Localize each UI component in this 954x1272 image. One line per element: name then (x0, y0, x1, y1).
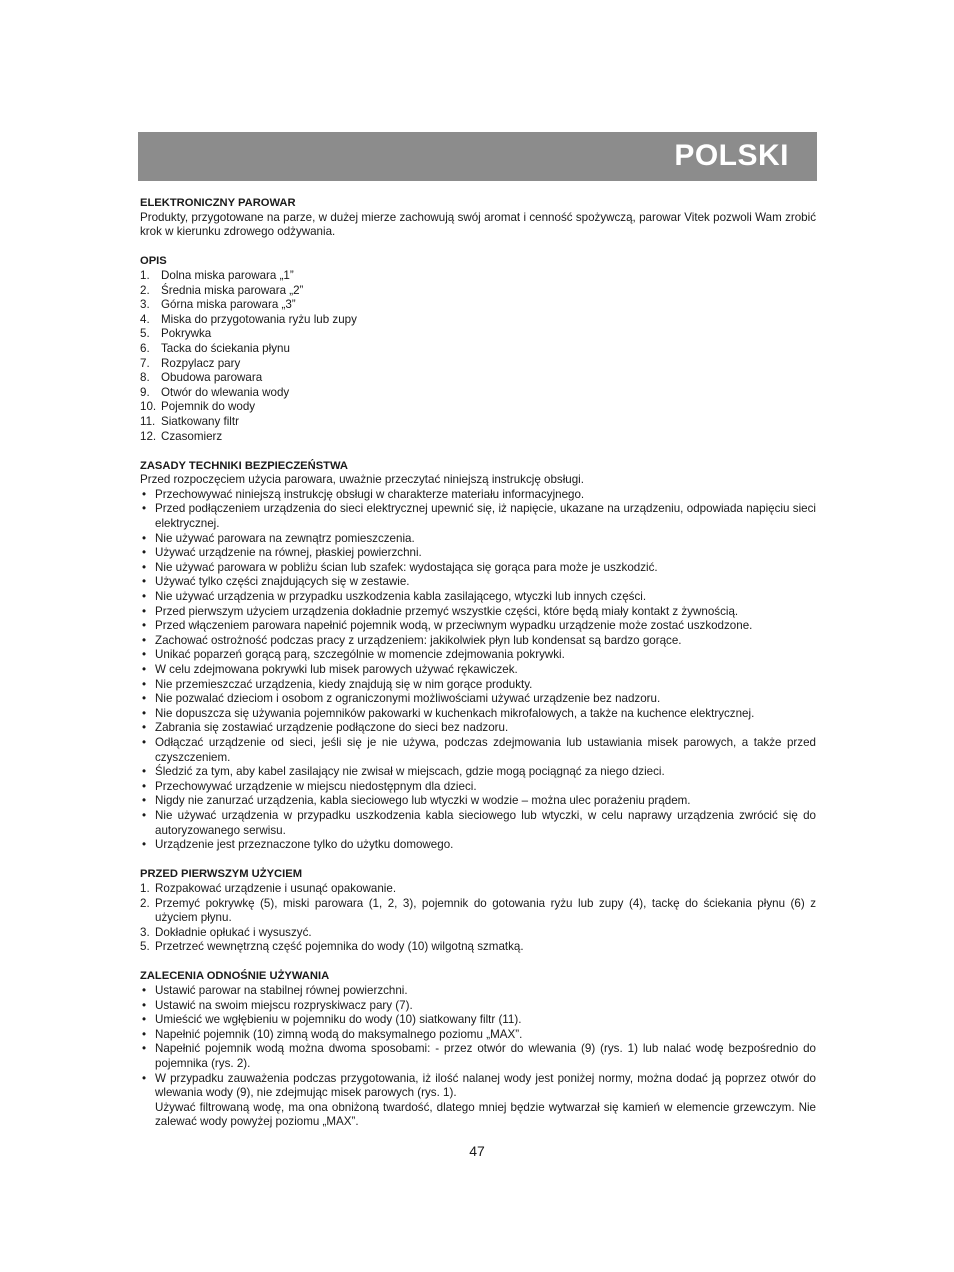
bullet-icon: • (142, 619, 147, 633)
item-text: Unikać poparzeń gorącą parą, szczególnie w momencie zdejmowania pokrywki. (155, 648, 565, 662)
bullet-icon: • (142, 590, 147, 604)
list-item (140, 619, 816, 634)
item-text: Obudowa parowara (161, 371, 263, 385)
bullet-icon: • (142, 779, 147, 793)
list-item (140, 430, 816, 445)
item-text: Napełnić pojemnik (10) zimną wodą do maksymalnego poziomu „MAX”. (155, 1027, 523, 1041)
list-item (140, 1042, 816, 1071)
item-text: Średnia miska parowara „2” (161, 283, 304, 297)
item-text: Odłączać urządzenie od sieci, jeśli się je nie używa, podczas zdejmowania lub ustawiania misek parowych, a także przed czyszczeniem. (155, 735, 816, 764)
first-use-heading: PRZED PIERWSZYM UŻYCIEM (140, 868, 303, 881)
list-item (140, 561, 816, 576)
item-text: W przypadku zauważenia podczas przygotowania, iż ilość nalanej wody jest poniżej normy, można dodać ją poprzez otwór do wlewania wody (9), nie zdejmując misek parowych (rys. 1). (155, 1071, 816, 1100)
bullet-icon: • (142, 677, 147, 691)
item-number: 3. (140, 298, 150, 312)
list-item (140, 794, 816, 809)
list-item (140, 386, 816, 401)
list-item (140, 780, 816, 795)
item-number: 12. (140, 429, 157, 443)
list-item (140, 1072, 816, 1130)
bullet-icon: • (142, 794, 147, 808)
usage-list (140, 984, 816, 1130)
bullet-icon: • (142, 648, 147, 662)
list-item (140, 269, 816, 284)
step-text: Przetrzeć wewnętrzną część pojemnika do wody (10) wilgotną szmatką. (155, 940, 524, 954)
list-item (140, 327, 816, 342)
list-item (140, 648, 816, 663)
item-text: Nie pozwalać dzieciom i osobom z ograniczonymi możliwościami używać urządzenie bez nadzoru. (155, 692, 661, 706)
item-number: 1. (140, 268, 150, 282)
usage-heading: ZALECENIA ODNOŚNIE UŻYWANIA (140, 970, 330, 983)
item-text: Przechowywać niniejszą instrukcję obsługi w charakterze materiału informacyjnego. (155, 487, 585, 501)
item-text: Górna miska parowara „3” (161, 298, 296, 312)
safety-heading: ZASADY TECHNIKI BEZPIECZEŃSTWA (140, 459, 349, 472)
list-item (140, 707, 816, 722)
item-text: Nie używać urządzenia w przypadku uszkodzenia kabla zasilającego, wtyczki lub innych części. (155, 590, 647, 604)
item-text: Dolna miska parowara „1” (161, 268, 294, 282)
item-text: Siatkowany filtr (161, 414, 239, 428)
step-number: 2. (140, 896, 150, 910)
bullet-icon: • (142, 692, 147, 706)
bullet-icon: • (142, 1042, 147, 1056)
list-item (140, 1028, 816, 1043)
list-item (140, 809, 816, 838)
list-item (140, 502, 816, 531)
bullet-icon: • (142, 1071, 147, 1085)
bullet-icon: • (142, 487, 147, 501)
list-item (140, 678, 816, 693)
list-item (140, 882, 816, 897)
list-item (140, 692, 816, 707)
item-text: Ustawić na swoim miejscu rozpryskiwacz pary (7). (155, 998, 413, 1012)
list-item (140, 736, 816, 765)
item-text: Śledzić za tym, aby kabel zasilający nie zwisał w miejscach, gdzie mogą pociągnąć za niego dzieci. (155, 765, 665, 779)
step-text: Przemyć pokrywkę (5), miski parowara (1, 2, 3), pojemnik do gotowania ryżu lub zupy (4), tackę do ściekania płynu (6) z użyciem płynu. (155, 896, 816, 925)
bullet-icon: • (142, 560, 147, 574)
opis-section (140, 254, 816, 444)
bullet-icon: • (142, 808, 147, 822)
item-text: Nie dopuszcza się używania pojemników pakowarki w kuchenkach mikrofalowych, a także na kuchence elektrycznej. (155, 706, 755, 720)
item-text: Nie używać parowara w pobliżu ścian lub szafek: wydostająca się gorąca para może je uszkodzić. (155, 560, 658, 574)
item-text: Ustawić parowar na stabilnej równej powierzchni. (155, 984, 408, 998)
item-number: 5. (140, 327, 150, 341)
step-text: Rozpakować urządzenie i usunąć opakowanie. (155, 881, 397, 895)
list-item (140, 546, 816, 561)
bullet-icon: • (142, 502, 147, 516)
bullet-icon: • (142, 546, 147, 560)
list-item (140, 897, 816, 926)
list-item (140, 284, 816, 299)
list-item (140, 634, 816, 649)
item-text: Przed włączeniem parowara napełnić pojemnik wodą, w przeciwnym wypadku urządzenie może zostać uszkodzone. (155, 619, 753, 633)
list-item (140, 357, 816, 372)
item-text: Zabrania się zostawiać urządzenie podłączone do sieci bez nadzoru. (155, 721, 509, 735)
item-number: 9. (140, 385, 150, 399)
usage-section (140, 969, 816, 1130)
page-number: 47 (469, 1143, 485, 1159)
item-text: Otwór do wlewania wody (161, 385, 290, 399)
item-text: Używać urządzenie na równej, płaskiej powierzchni. (155, 546, 422, 560)
intro-heading: ELEKTRONICZNY PAROWAR (140, 197, 296, 209)
bullet-icon: • (142, 998, 147, 1012)
bullet-icon: • (142, 706, 147, 720)
item-number: 2. (140, 283, 150, 297)
intro-text: Produkty, przygotowane na parze, w dużej mierze zachowują swój aromat i cenność spożywczą, parowar Vitek pozwoli Wam zrobić krok w kierunku zdrowego odżywania. (140, 210, 816, 239)
item-text: W celu zdejmowana pokrywki lub misek parowych używać rękawiczek. (155, 663, 518, 676)
safety-section (140, 459, 816, 853)
bullet-icon: • (142, 1027, 147, 1041)
list-item (140, 415, 816, 430)
item-text: Umieścić we wgłębieniu w pojemniku do wody (10) siatkowany filtr (11). (155, 1013, 522, 1027)
item-number: 7. (140, 356, 150, 370)
item-text: Pojemnik do wody (161, 400, 256, 414)
list-item (140, 488, 816, 503)
language-banner (138, 132, 817, 181)
item-text: Używać tylko części znajdujących się w zestawie. (155, 575, 410, 589)
list-item (140, 371, 816, 386)
item-text: Rozpylacz pary (161, 356, 241, 370)
list-item (140, 663, 816, 678)
bullet-icon: • (142, 575, 147, 589)
list-item (140, 984, 816, 999)
item-text: Nie przemieszczać urządzenia, kiedy znajdują się w nim gorące produkty. (155, 677, 533, 691)
bullet-icon: • (142, 721, 147, 735)
step-text: Dokładnie opłukać i wysuszyć. (155, 925, 312, 939)
step-number: 1. (140, 881, 150, 895)
list-item (140, 999, 816, 1014)
item-text: Napełnić pojemnik wodą można dwoma sposobami: - przez otwór do wlewania (9) (rys. 1) lub nalać wodę bezpośrednio do pojemnika (rys. 2). (155, 1042, 816, 1071)
list-item (140, 1013, 816, 1028)
bullet-icon: • (142, 604, 147, 618)
safety-lead: Przed rozpoczęciem użycia parowara, uważnie przeczytać niniejszą instrukcję obsługi. (140, 473, 584, 487)
bullet-icon: • (142, 735, 147, 749)
step-number: 5. (140, 940, 150, 954)
item-text: Nigdy nie zanurzać urządzenia, kabla sieciowego lub wtyczki w wodzie – można ulec porażeniu prądem. (155, 794, 691, 808)
list-item (140, 590, 816, 605)
intro-section (140, 196, 816, 240)
step-number: 3. (140, 925, 150, 939)
bullet-icon: • (142, 633, 147, 647)
item-text: Miska do przygotowania ryżu lub zupy (161, 312, 357, 326)
bullet-icon: • (142, 838, 147, 852)
item-number: 10. (140, 400, 157, 414)
item-extra-text: Używać filtrowaną wodę, ma ona obniżoną twardość, dlatego mniej będzie wytwarzał się kamień w elemencie grzewczym. Nie zalewać wody powyżej poziomu „MAX”. (155, 1100, 816, 1129)
bullet-icon: • (142, 984, 147, 998)
list-item (140, 605, 816, 620)
list-item (140, 926, 816, 941)
bullet-icon: • (142, 1013, 147, 1027)
list-item (140, 575, 816, 590)
item-number: 8. (140, 371, 150, 385)
first-use-section (140, 867, 816, 955)
item-number: 6. (140, 341, 150, 355)
item-number: 4. (140, 312, 150, 326)
list-item (140, 298, 816, 313)
item-text: Urządzenie jest przeznaczone tylko do użytku domowego. (155, 838, 454, 852)
opis-heading: OPIS (140, 255, 167, 268)
item-text: Tacka do ściekania płynu (161, 341, 290, 355)
item-text: Przechowywać urządzenie w miejscu niedostępnym dla dzieci. (155, 779, 477, 793)
item-text: Zachować ostrożność podczas pracy z urządzeniem: jakikolwiek płyn lub kondensat są bardzo gorące. (155, 633, 682, 647)
list-item (140, 721, 816, 736)
safety-list (140, 488, 816, 853)
bullet-icon: • (142, 765, 147, 779)
list-item (140, 400, 816, 415)
list-item (140, 532, 816, 547)
first-use-list (140, 882, 816, 955)
item-text: Pokrywka (161, 327, 212, 341)
list-item (140, 765, 816, 780)
item-text: Przed podłączeniem urządzenia do sieci elektrycznej upewnić się, iż napięcie, ukazane na urządzeniu, odpowiada napięciu sieci elektrycznej. (155, 502, 816, 531)
parts-list (140, 269, 816, 444)
document-body (140, 196, 816, 1130)
item-number: 11. (140, 414, 156, 428)
list-item (140, 342, 816, 357)
list-item (140, 313, 816, 328)
list-item (140, 940, 816, 955)
list-item (140, 838, 816, 853)
bullet-icon: • (142, 531, 147, 545)
language-title: POLSKI (674, 139, 789, 172)
item-text: Czasomierz (161, 429, 223, 443)
item-text: Nie używać parowara na zewnątrz pomieszczenia. (155, 531, 415, 545)
bullet-icon: • (142, 663, 147, 676)
item-text: Nie używać urządzenia w przypadku uszkodzenia kabla sieciowego lub wtyczki, w celu naprawy urządzenia zwrócić się do autoryzowanego serwisu. (155, 808, 816, 837)
item-text: Przed pierwszym użyciem urządzenia dokładnie przemyć wszystkie części, które będą miały kontakt z żywnością. (155, 604, 739, 618)
